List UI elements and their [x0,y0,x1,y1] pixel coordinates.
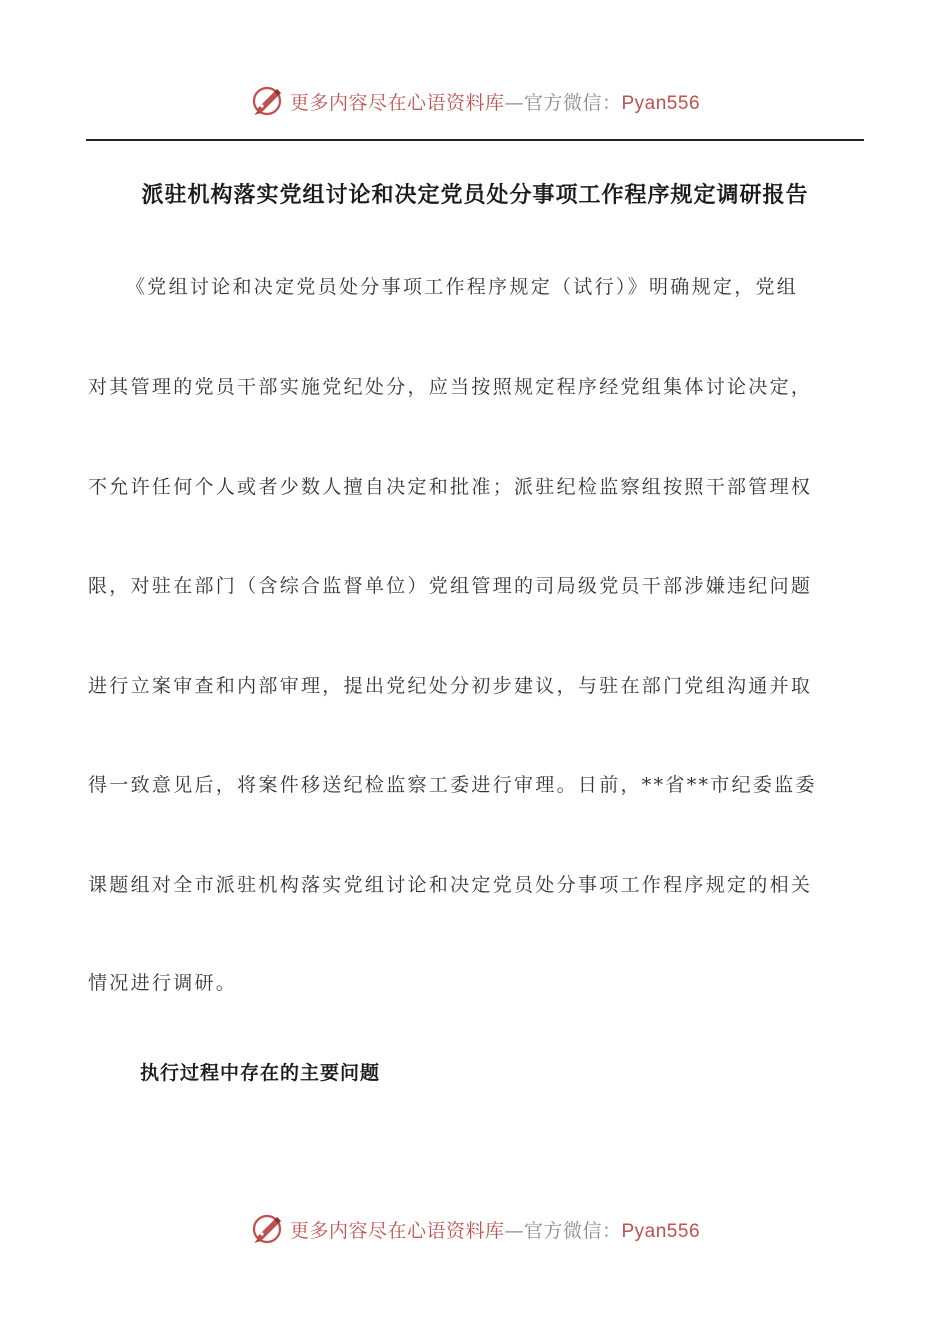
paragraph-line: 不允许任何个人或者少数人擅自决定和批准；派驻纪检监察组按照干部管理权 [88,476,813,498]
paragraph-line: 进行立案审查和内部审理，提出党纪处分初步建议，与驻在部门党组沟通并取 [88,675,813,697]
paragraph-line: 限，对驻在部门（含综合监督单位）党组管理的司局级党员干部涉嫌违纪问题 [88,575,813,597]
banner-wechat-id: Pyan556 [621,92,701,114]
section-heading: 执行过程中存在的主要问题 [140,1062,381,1084]
banner-site-name: 更多内容尽在心语资料库 [289,1219,505,1242]
banner-wechat-id: Pyan556 [621,1220,701,1242]
pen-nib-circle-icon [250,84,284,118]
banner-text [290,88,700,115]
paragraph-line: 对其管理的党员干部实施党纪处分，应当按照规定程序经党组集体讨论决定， [88,376,813,398]
banner-site-name: 更多内容尽在心语资料库 [289,91,505,114]
document-title: 派驻机构落实党组讨论和决定党员处分事项工作程序规定调研报告 [141,182,809,208]
header-banner [0,84,950,118]
banner-wechat-label: —官方微信： [504,1219,622,1242]
header-divider [86,139,864,141]
paragraph-line: 情况进行调研。 [88,972,238,994]
footer-banner [0,1212,950,1246]
paragraph-line: 课题组对全市派驻机构落实党组讨论和决定党员处分事项工作程序规定的相关 [88,874,813,896]
banner-text [290,1216,700,1243]
paragraph-line: 《党组讨论和决定党员处分事项工作程序规定（试行）》明确规定，党组 [126,276,799,298]
banner-wechat-label: —官方微信： [504,91,622,114]
pen-nib-circle-icon [250,1212,284,1246]
paragraph-line: 得一致意见后，将案件移送纪检监察工委进行审理。日前，**省**市纪委监委 [88,774,817,796]
